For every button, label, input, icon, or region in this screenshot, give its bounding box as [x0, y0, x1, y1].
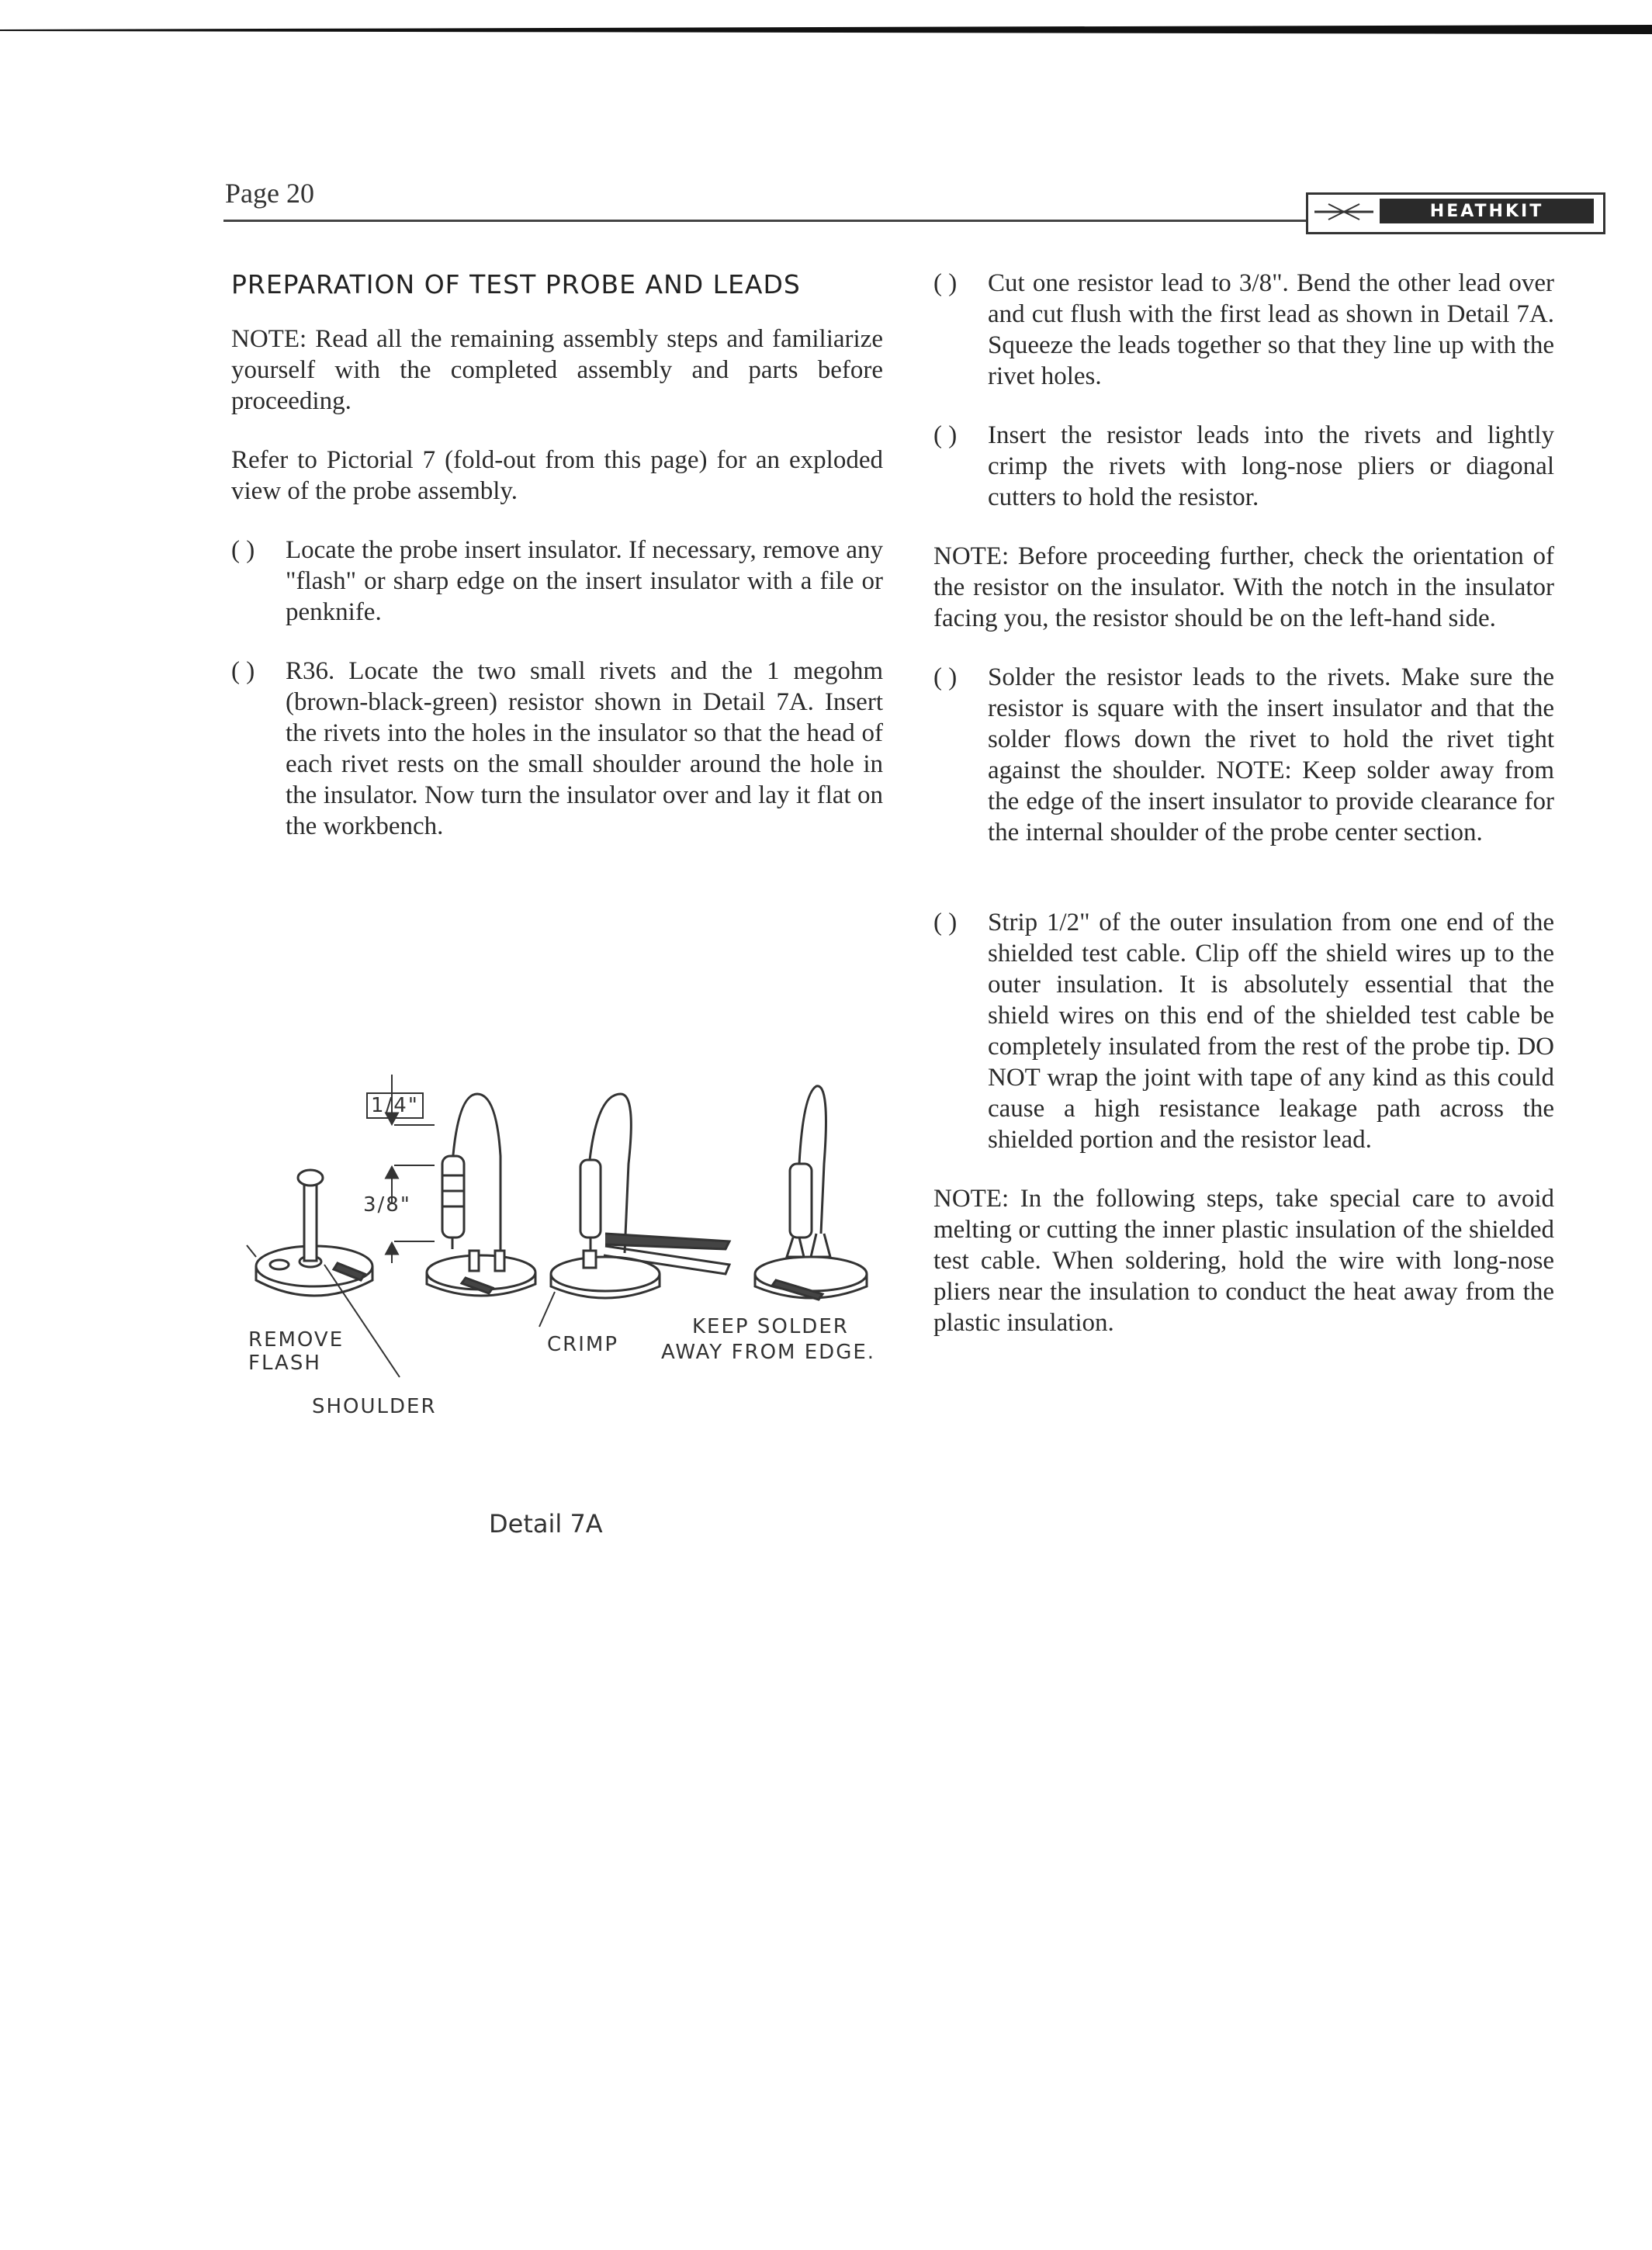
step-item [933, 268, 1554, 392]
step-text: R36. Locate the two small rivets and the 1 megohm (brown-black-green) resistor shown in Detail 7A. Insert the rivets into the holes in the insulator so that the head of each rivet rests on the small shoulder around the hole in the insulator. Now turn the insulator over and lay it flat on the workbench. [286, 657, 883, 840]
checkbox: ( ) [933, 269, 958, 297]
checkbox: ( ) [231, 536, 255, 564]
step-item [933, 420, 1554, 513]
heathkit-logo [1306, 192, 1605, 234]
note-paragraph: NOTE: Read all the remaining assembly steps and familiarize yourself with the completed assembly and parts before proceeding. [231, 325, 883, 415]
step-text: Strip 1/2" of the outer insulation from one end of the shielded test cable. Clip off the shield wires up to the outer insulation. It is absolutely essential that the shield wires on this end of the shielded test cable be completely insulated from the rest of the probe tip. DO NOT wrap the joint with tape of any kind as this could cause a high resistance leakage path across the shielded portion and the resistor lead. [988, 909, 1554, 1154]
logo-mark-icon [1313, 199, 1375, 224]
step-item [231, 656, 883, 842]
label-remove: REMOVE [248, 1328, 345, 1352]
logo-text: HEATHKIT [1380, 199, 1594, 223]
insulator-left [256, 1170, 372, 1296]
label-keep-solder: KEEP SOLDER [692, 1315, 849, 1338]
refer-paragraph: Refer to Pictorial 7 (fold-out from this page) for an exploded view of the probe assembly. [231, 446, 883, 505]
checkbox: ( ) [933, 421, 958, 449]
dim-quarter-inch: 1/4" [366, 1092, 424, 1119]
section-heading: PREPARATION OF TEST PROBE AND LEADS [231, 269, 801, 299]
step-item [933, 662, 1554, 848]
figure-caption: Detail 7A [489, 1509, 603, 1539]
step-text: Locate the probe insert insulator. If necessary, remove any "flash" or sharp edge on the insert insulator with a file or penknife. [286, 536, 883, 626]
label-crimp: CRIMP [547, 1333, 618, 1356]
soldering-note: NOTE: In the following steps, take special care to avoid melting or cutting the inner plastic insulation of the shielded test cable. When soldering, hold the wire with long-nose pliers near the insulation to conduct the heat away from the plastic insulation. [933, 1185, 1554, 1337]
right-column [933, 268, 1554, 1366]
checkbox: ( ) [933, 909, 958, 936]
label-shoulder: SHOULDER [312, 1395, 437, 1418]
insulator-crimp [551, 1094, 729, 1298]
step-text: Insert the resistor leads into the rivets and lightly crimp the rivets with long-nose pliers or diagonal cutters to hold the resistor. [988, 421, 1554, 511]
detail-7a-figure [233, 1047, 900, 1513]
label-flash: FLASH [248, 1352, 321, 1375]
insulator-solder [755, 1086, 867, 1300]
step-text: Solder the resistor leads to the rivets. Make sure the resistor is square with the insert insulator and that the solder flows down the rivet to hold the rivet tight against the shoulder. NOTE: Keep solder away from the edge of the insert insulator to provide clearance for the internal shoulder of the probe center section. [988, 663, 1554, 846]
checkbox: ( ) [933, 663, 958, 691]
left-column [231, 268, 883, 870]
step-item [933, 907, 1554, 1155]
label-away-from-edge: AWAY FROM EDGE. [661, 1341, 876, 1364]
top-rule [0, 23, 1652, 36]
probe-illustration [233, 1047, 900, 1513]
dim-three-eighths: 3/8" [363, 1193, 411, 1217]
page-number: Page 20 [225, 178, 314, 209]
orientation-note: NOTE: Before proceeding further, check the orientation of the resistor on the insulator. With the notch in the insulator facing you, the resistor should be on the left-hand side. [933, 542, 1554, 632]
step-item [231, 535, 883, 628]
step-text: Cut one resistor lead to 3/8". Bend the other lead over and cut flush with the first lead as shown in Detail 7A. Squeeze the leads together so that they line up with the rivet holes. [988, 269, 1554, 390]
checkbox: ( ) [231, 657, 255, 685]
